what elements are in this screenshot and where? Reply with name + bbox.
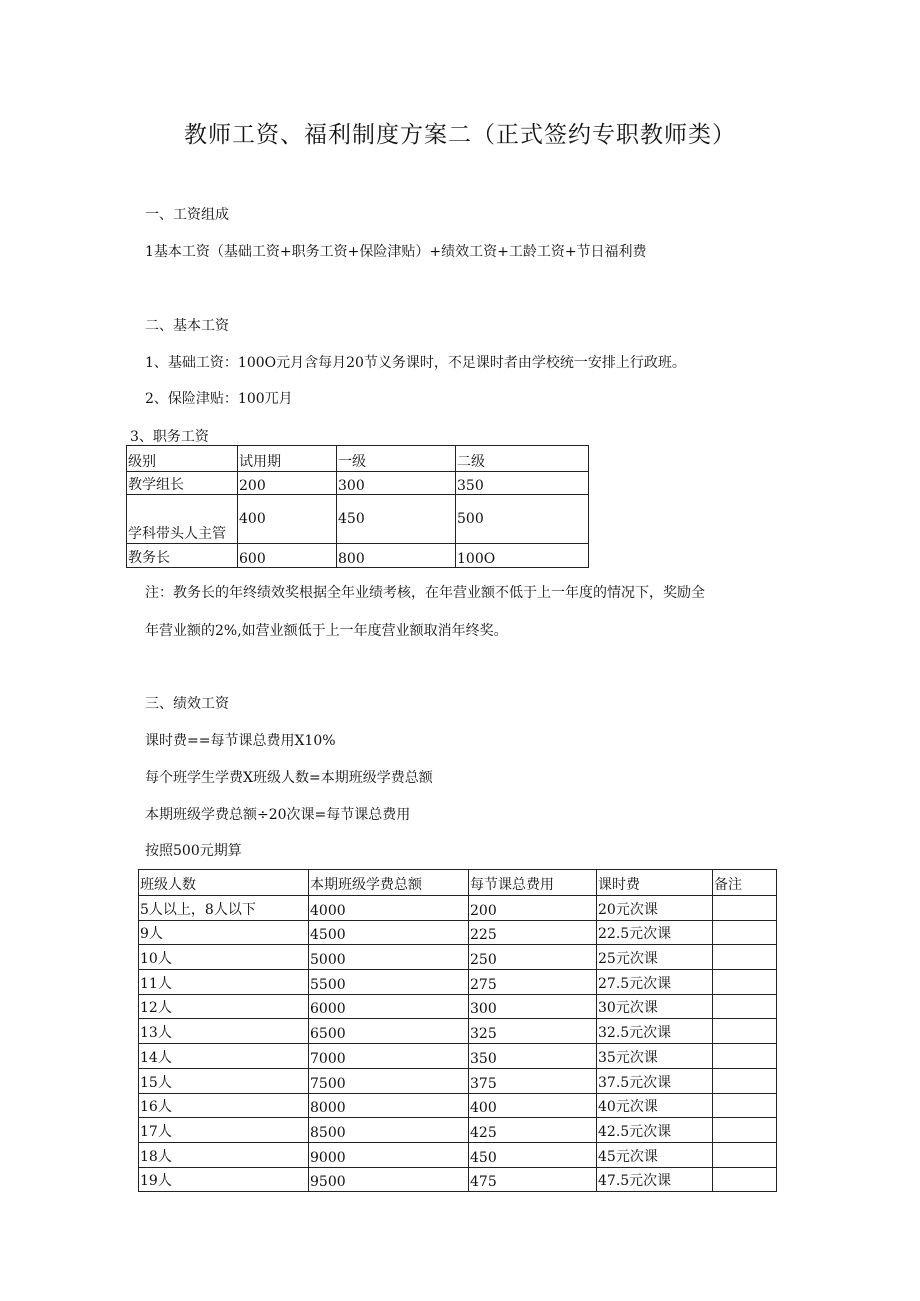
page-title: 教师工资、福利制度方案二（正式签约专职教师类） xyxy=(184,122,736,148)
fee-cell: 22.5元次课 xyxy=(597,920,713,945)
fee-cell: 5000 xyxy=(309,945,469,970)
fee-cell: 225 xyxy=(469,920,597,945)
duty-cell: 350 xyxy=(456,472,589,495)
fee-cell: 275 xyxy=(469,970,597,995)
fee-cell: 40元次课 xyxy=(597,1093,713,1118)
duty-cell: 500 xyxy=(456,495,589,544)
fee-cell: 30元次课 xyxy=(597,994,713,1019)
fee-cell xyxy=(713,945,777,970)
fee-cell: 19人 xyxy=(139,1167,309,1192)
fee-table-row xyxy=(139,994,777,1019)
fee-cell: 5人以上，8人以下 xyxy=(139,896,309,921)
fee-cell xyxy=(713,1044,777,1069)
fee-cell: 375 xyxy=(469,1068,597,1093)
fee-cell: 5500 xyxy=(309,970,469,995)
fee-cell: 200 xyxy=(469,896,597,921)
salary-composition-line: 1基本工资（基础工资+职务工资+保险津贴）+绩效工资+工龄工资+节日福利费 xyxy=(145,244,647,260)
fee-cell: 20元次课 xyxy=(597,896,713,921)
fee-cell: 27.5元次课 xyxy=(597,970,713,995)
fee-cell: 13人 xyxy=(139,1019,309,1044)
fee-cell: 250 xyxy=(469,945,597,970)
duty-table-header-row xyxy=(127,446,589,472)
duty-header-cell: 一级 xyxy=(337,446,456,472)
fee-cell: 6500 xyxy=(309,1019,469,1044)
fee-cell: 7000 xyxy=(309,1044,469,1069)
base-salary-item: 1、基础工资：100O元月含每月20节义务课时，不足课时者由学校统一安排上行政班。 xyxy=(145,355,686,371)
fee-cell: 17人 xyxy=(139,1118,309,1143)
pricing-basis: 按照500元期算 xyxy=(145,843,242,859)
formula-line-3: 本期班级学费总额÷20次课=每节课总费用 xyxy=(145,807,411,823)
fee-table-row xyxy=(139,1142,777,1167)
fee-cell xyxy=(713,1118,777,1143)
insurance-allowance-item: 2、保险津贴：100兀月 xyxy=(145,391,293,407)
fee-cell: 32.5元次课 xyxy=(597,1019,713,1044)
duty-table-row xyxy=(127,544,589,568)
fee-table-row xyxy=(139,920,777,945)
duty-header-cell: 二级 xyxy=(456,446,589,472)
duty-cell: 450 xyxy=(337,495,456,544)
fee-header-cell: 班级人数 xyxy=(139,870,309,896)
fee-table-header-row xyxy=(139,870,777,896)
note-line-1: 注：教务长的年终绩效奖根据全年业绩考核，在年营业额不低于上一年度的情况下，奖励全 xyxy=(145,585,705,601)
fee-cell: 25元次课 xyxy=(597,945,713,970)
formula-line-2: 每个班学生学费X班级人数=本期班级学费总额 xyxy=(145,770,433,786)
fee-cell xyxy=(713,1068,777,1093)
class-fee-table xyxy=(138,869,777,1192)
fee-cell xyxy=(713,920,777,945)
fee-header-cell: 课时费 xyxy=(597,870,713,896)
fee-table-row xyxy=(139,1167,777,1192)
section1-heading: 一、工资组成 xyxy=(145,207,229,223)
fee-cell: 9500 xyxy=(309,1167,469,1192)
fee-cell: 11人 xyxy=(139,970,309,995)
fee-cell: 425 xyxy=(469,1118,597,1143)
fee-cell xyxy=(713,970,777,995)
duty-cell: 200 xyxy=(238,472,337,495)
section2-heading: 二、基本工资 xyxy=(145,318,229,334)
duty-header-cell: 级别 xyxy=(127,446,238,472)
fee-cell xyxy=(713,896,777,921)
fee-table-row xyxy=(139,1093,777,1118)
duty-salary-table xyxy=(126,445,589,568)
fee-table-row xyxy=(139,970,777,995)
fee-table-row xyxy=(139,896,777,921)
fee-cell: 47.5元次课 xyxy=(597,1167,713,1192)
section3-heading: 三、绩效工资 xyxy=(145,696,229,712)
fee-cell: 14人 xyxy=(139,1044,309,1069)
fee-cell: 18人 xyxy=(139,1142,309,1167)
duty-cell: 300 xyxy=(337,472,456,495)
fee-cell xyxy=(713,1019,777,1044)
fee-cell: 42.5元次课 xyxy=(597,1118,713,1143)
fee-cell xyxy=(713,1167,777,1192)
fee-cell: 37.5元次课 xyxy=(597,1068,713,1093)
fee-cell: 475 xyxy=(469,1167,597,1192)
formula-line-1: 课时费==每节课总费用X10% xyxy=(145,733,336,749)
fee-cell: 8000 xyxy=(309,1093,469,1118)
fee-header-cell: 本期班级学费总额 xyxy=(309,870,469,896)
duty-cell: 教务长 xyxy=(127,544,238,568)
fee-cell xyxy=(713,994,777,1019)
fee-header-cell: 每节课总费用 xyxy=(469,870,597,896)
duty-salary-item: 3、职务工资 xyxy=(130,429,209,445)
fee-cell: 45元次课 xyxy=(597,1142,713,1167)
duty-cell: 600 xyxy=(238,544,337,568)
duty-header-cell: 试用期 xyxy=(238,446,337,472)
fee-table-row xyxy=(139,945,777,970)
fee-table-row xyxy=(139,1044,777,1069)
duty-table-row xyxy=(127,472,589,495)
fee-cell: 9人 xyxy=(139,920,309,945)
fee-table-row xyxy=(139,1118,777,1143)
fee-cell: 16人 xyxy=(139,1093,309,1118)
fee-table-row xyxy=(139,1019,777,1044)
fee-cell: 15人 xyxy=(139,1068,309,1093)
fee-cell: 9000 xyxy=(309,1142,469,1167)
fee-cell: 300 xyxy=(469,994,597,1019)
duty-table-row xyxy=(127,495,589,544)
duty-cell: 800 xyxy=(337,544,456,568)
duty-cell: 400 xyxy=(238,495,337,544)
fee-cell: 400 xyxy=(469,1093,597,1118)
duty-cell: 学科带头人主管 xyxy=(127,495,238,544)
fee-cell: 10人 xyxy=(139,945,309,970)
fee-cell xyxy=(713,1093,777,1118)
fee-cell xyxy=(713,1142,777,1167)
note-line-2: 年营业额的2%,如营业额低于上一年度营业额取消年终奖。 xyxy=(145,623,508,639)
fee-cell: 4500 xyxy=(309,920,469,945)
fee-cell: 12人 xyxy=(139,994,309,1019)
fee-cell: 35元次课 xyxy=(597,1044,713,1069)
fee-cell: 325 xyxy=(469,1019,597,1044)
fee-cell: 350 xyxy=(469,1044,597,1069)
fee-cell: 450 xyxy=(469,1142,597,1167)
fee-cell: 4000 xyxy=(309,896,469,921)
fee-table-row xyxy=(139,1068,777,1093)
duty-cell: 教学组长 xyxy=(127,472,238,495)
duty-cell: 100O xyxy=(456,544,589,568)
fee-cell: 7500 xyxy=(309,1068,469,1093)
fee-header-cell: 备注 xyxy=(713,870,777,896)
fee-cell: 8500 xyxy=(309,1118,469,1143)
fee-cell: 6000 xyxy=(309,994,469,1019)
